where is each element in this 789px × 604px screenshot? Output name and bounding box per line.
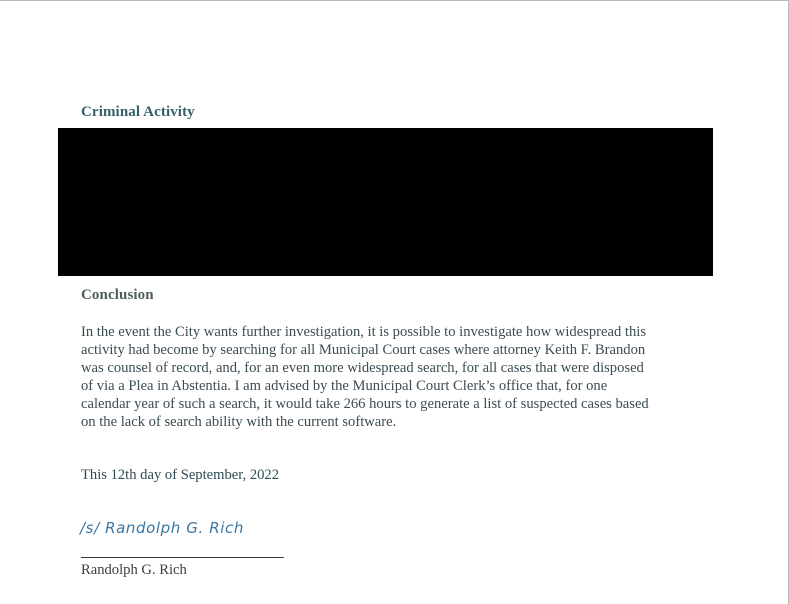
redaction-block xyxy=(58,128,713,276)
date-line: This 12th day of September, 2022 xyxy=(81,467,280,483)
conclusion-heading: Conclusion xyxy=(81,287,154,303)
conclusion-paragraph xyxy=(81,323,721,432)
signer-name: Randolph G. Rich xyxy=(81,562,187,578)
paragraph-line: activity had become by searching for all Municipal Court cases where attorney Keith F. Brandon xyxy=(81,342,646,359)
paragraph-line: calendar year of such a search, it would take 266 hours to generate a list of suspected cases based xyxy=(81,396,649,413)
paragraph-line: of via a Plea in Abstentia. I am advised by the Municipal Court Clerk’s office that, for one xyxy=(81,378,608,395)
paragraph-line: on the lack of search ability with the current software. xyxy=(81,414,397,431)
signature: /s/ Randolph G. Rich xyxy=(80,519,244,537)
criminal-activity-heading: Criminal Activity xyxy=(81,104,195,120)
paragraph-line: was counsel of record, and, for an even more widespread search, for all cases that were disposed xyxy=(81,360,644,377)
paragraph-line: In the event the City wants further investigation, it is possible to investigate how widespread this xyxy=(81,324,647,340)
signature-line xyxy=(81,557,284,558)
